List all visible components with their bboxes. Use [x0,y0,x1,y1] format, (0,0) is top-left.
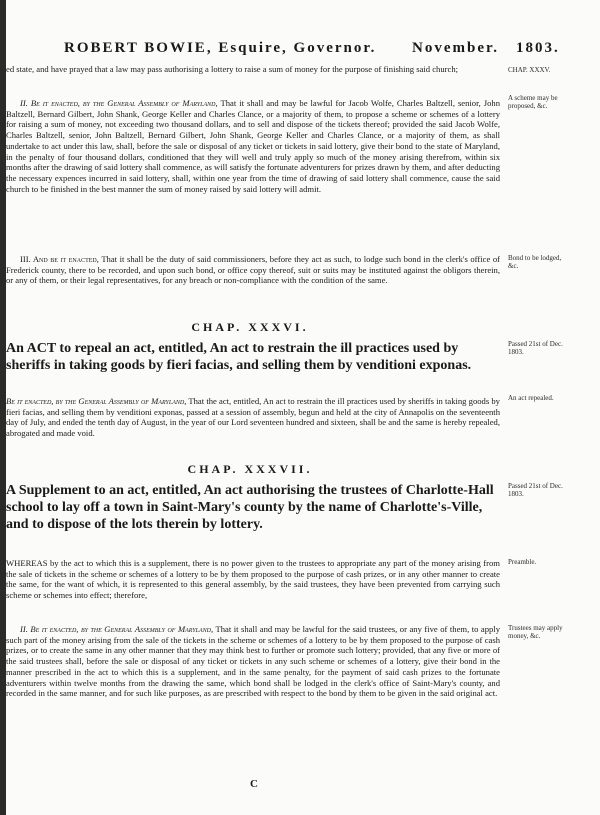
margin-note-scheme: A scheme may be proposed, &c. [508,94,558,110]
section-2-paragraph [6,98,500,194]
margin-note-trustees: Trustees may apply money, &c. [508,624,563,640]
intro-text: ed state, and have prayed that a law may pass authorising a lottery to raise a sum of money for the purpose of finishing said church; [6,64,458,74]
margin-note-bond: Bond to be lodged, &c. [508,254,562,270]
act-37-title: A Supplement to an act, entitled, An act authorising the trustees of Charlotte-Hall school to lay off a town in Saint-Mary's county by the name of Charlotte's-Ville, and to dispose of the lots therein by lottery. [6,483,494,532]
margin-note-passed-xxxvi: Passed 21st of Dec. 1803. [508,340,563,356]
chapter-37-heading: CHAP. XXXVII. [187,462,313,476]
section-3-text: That it shall be the duty of said commissioners, before they act as such, to lodge such bond in the clerk's office of Frederick county, there to be recorded, and upon such bond, or office copy thereof, suit or suits may be instituted against the obligors therein, or any of them, or their legal representatives, for any breach or non-compliance with the condition of the same. [6,254,500,286]
margin-note-preamble: Preamble. [508,558,537,566]
act-37-preamble-paragraph [6,558,500,601]
act-37-section-2-text: That it shall and may be lawful for the said trustees, or any five of them, to apply such part of the money arising from the sale of the tickets in the scheme or schemes of a lottery to be by them proposed to the purpose of cash prizes, or to create the same in any other manner that they may think best to further or promote such lottery; provided, that any five or more of the said trustees shall, before the sale or disposal of any ticket or tickets in any such scheme or schemes of a lottery, give their bond in the manner prescribed in the act to which this is a supplement, and in the same penalty, for the payment of said cash prizes to the fortunate adventurers within twelve months from the drawing the same, which bond shall be lodged in the clerk's office of Saint-Mary's county, and recorded in the same manner, and for such like purposes, as are prescribed with respect to the bond by them to be given in the said original act. [6,624,500,699]
act-36-lead: Be it enacted, by the General Assembly of Maryland, [6,396,187,406]
header-month: November. [412,40,500,56]
act-37-preamble: WHEREAS by the act to which this is a supplement, there is no power given to the trustees to appropriate any part of the money arising from the sale of tickets in the scheme or schemes of a lottery to be by them proposed to the purpose of cash prizes, or in any other manner to create the same, for the want of which, it is represented to this general assembly, by the said trustees, they have been prevented from carrying such scheme or schemes into effect; therefore, [6,558,500,601]
section-2-text: That it shall and may be lawful for Jacob Wolfe, Charles Baltzell, senior, John Baltzell, Bernard Gilbert, John Shank, George Keller and Charles Clance, or a majority of them, to propose a scheme or schemes of a lottery for raising a sum of money, not exceeding two thousand dollars, and to sell and dispose of the tickets thereof; provided the said Jacob Wolfe, Charles Baltzell, senior, John Baltzell, Bernard Gilbert, John Shank, George Keller and Charles Clance, or a majority of them, as shall undertake to act under this law, shall, before the sale or disposal of any ticket or tickets in said lottery, give their bond to the state of Maryland, in the penalty of four thousand dollars, conditioned that they will well and truly apply so much of the money arising therefrom, within six months after the drawing of said lottery shall commence, as will satisfy the fortunate adventurers for prizes drawn by them, and after deducting the necessary expences incurred in said lottery, shall, within one year from the time of drawing of said lottery shall commence, cause the said church to be finished in the best manner the sum of money raised by said lottery will admit. [6,98,500,194]
act-36-paragraph [6,396,500,439]
margin-note-passed-xxxvii: Passed 21st of Dec. 1803. [508,482,563,498]
intro-paragraph [6,64,500,75]
act-37-section-2-lead: II. Be it enacted, by the General Assembly of Maryland, [20,624,214,634]
margin-note-chap-xxxv: CHAP. XXXV. [508,66,551,74]
section-3-lead: III. And be it enacted, [20,254,99,264]
margin-note-repealed: An act repealed. [508,394,554,402]
act-37-section-2-paragraph [6,624,500,699]
section-3-paragraph [6,254,500,286]
running-header [64,40,560,64]
act-36-title: An ACT to repeal an act, entitled, An act to restrain the ill practices used by sheriffs in taking goods by fieri facias, and selling them by venditioni exponas. [6,341,472,373]
header-title: ROBERT BOWIE, Esquire, Governor. [64,40,377,56]
act-36-text: That the act, entitled, An act to restrain the ill practices used by sheriffs in taking goods by fieri facias, and selling them by venditioni exponas, passed at a session of assembly, begun and held at the city of Annapolis on the seventeenth day of July, and ended the tenth day of August, in the year of our Lord seventeen hundred and sixteen, shall be and the same is hereby repealed, abrogated and made void. [6,396,500,439]
section-2-lead: II. Be it enacted, by the General Assembly of Maryland, [20,98,218,108]
signature-mark: C [250,778,258,790]
chapter-36-heading: CHAP. XXXVI. [191,320,309,334]
header-year: 1803. [516,40,560,56]
